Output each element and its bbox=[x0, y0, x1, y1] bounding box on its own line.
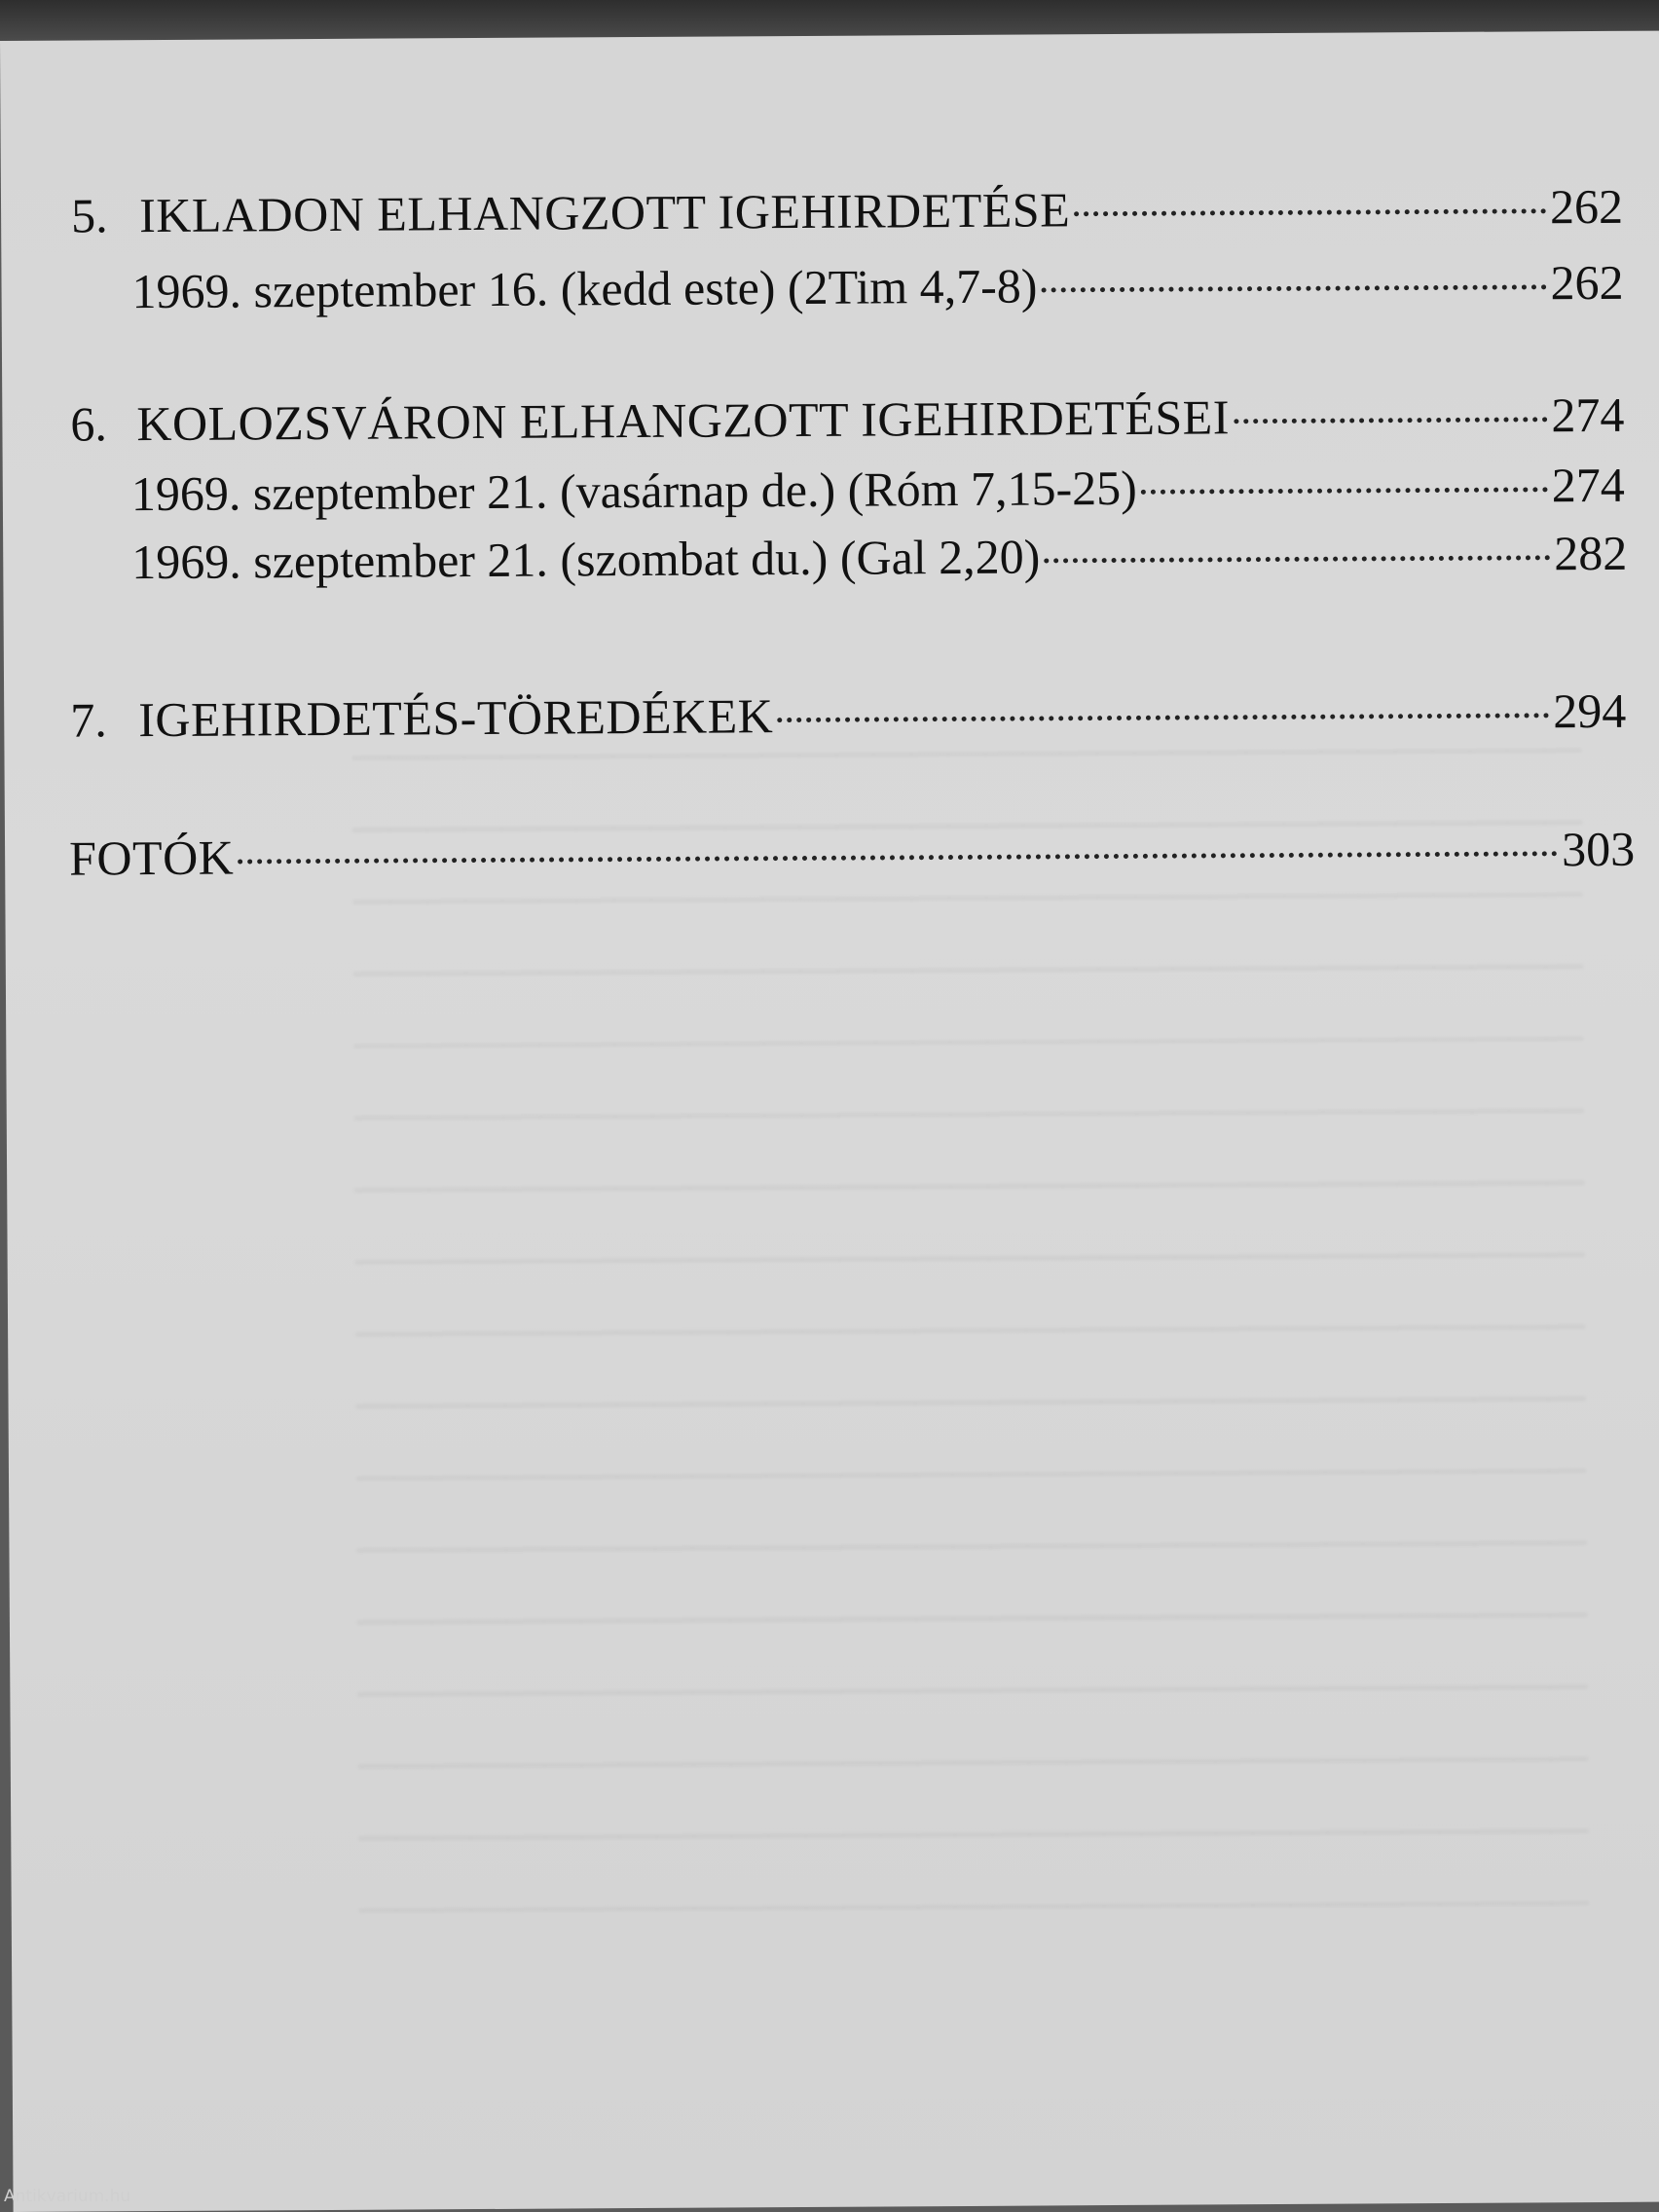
dot-leader bbox=[1234, 417, 1548, 424]
section-number: 6. bbox=[70, 396, 108, 452]
dot-leader bbox=[238, 851, 1558, 864]
page-number: 294 bbox=[1553, 682, 1627, 739]
dot-leader bbox=[1074, 208, 1546, 216]
book-page bbox=[0, 31, 1659, 2212]
dot-leader bbox=[1041, 284, 1546, 292]
section-number: 5. bbox=[70, 188, 108, 243]
show-through-text bbox=[62, 713, 1589, 1947]
page-number: 303 bbox=[1561, 821, 1636, 877]
dot-leader bbox=[1141, 487, 1548, 495]
section-title: IGEHIRDETÉS-TÖREDÉKEK bbox=[138, 688, 774, 748]
toc-subentry[interactable] bbox=[131, 454, 1625, 525]
section-title: KOLOZSVÁRON ELHANGZOTT IGEHIRDETÉSEI bbox=[136, 389, 1231, 452]
subentry-text: 1969. szeptember 16. (kedd este) (2Tim 4,7-8) bbox=[131, 258, 1038, 319]
page-number: 274 bbox=[1551, 457, 1625, 513]
toc-subentry[interactable] bbox=[131, 251, 1623, 322]
dot-leader bbox=[1044, 555, 1550, 563]
page-number: 262 bbox=[1550, 254, 1624, 311]
dot-leader bbox=[777, 713, 1549, 722]
toc-subentry[interactable] bbox=[131, 522, 1627, 593]
toc-entry-photos[interactable] bbox=[69, 818, 1635, 890]
toc-entry-section-7[interactable] bbox=[70, 680, 1626, 752]
toc-entry-section-6[interactable] bbox=[70, 384, 1624, 456]
subentry-text: 1969. szeptember 21. (szombat du.) (Gal 2,20) bbox=[131, 529, 1041, 590]
page-number: 262 bbox=[1549, 178, 1624, 235]
subentry-text: 1969. szeptember 21. (vasárnap de.) (Róm 7,15-25) bbox=[130, 460, 1138, 522]
page-number: 282 bbox=[1554, 525, 1628, 581]
section-title: FOTÓK bbox=[68, 830, 235, 886]
page-number: 274 bbox=[1551, 387, 1625, 443]
section-title: IKLADON ELHANGZOTT IGEHIRDETÉSE bbox=[138, 182, 1071, 243]
toc-entry-section-5[interactable] bbox=[71, 175, 1623, 247]
section-number: 7. bbox=[70, 692, 107, 748]
watermark: Antikvarium.hu bbox=[4, 2187, 131, 2206]
